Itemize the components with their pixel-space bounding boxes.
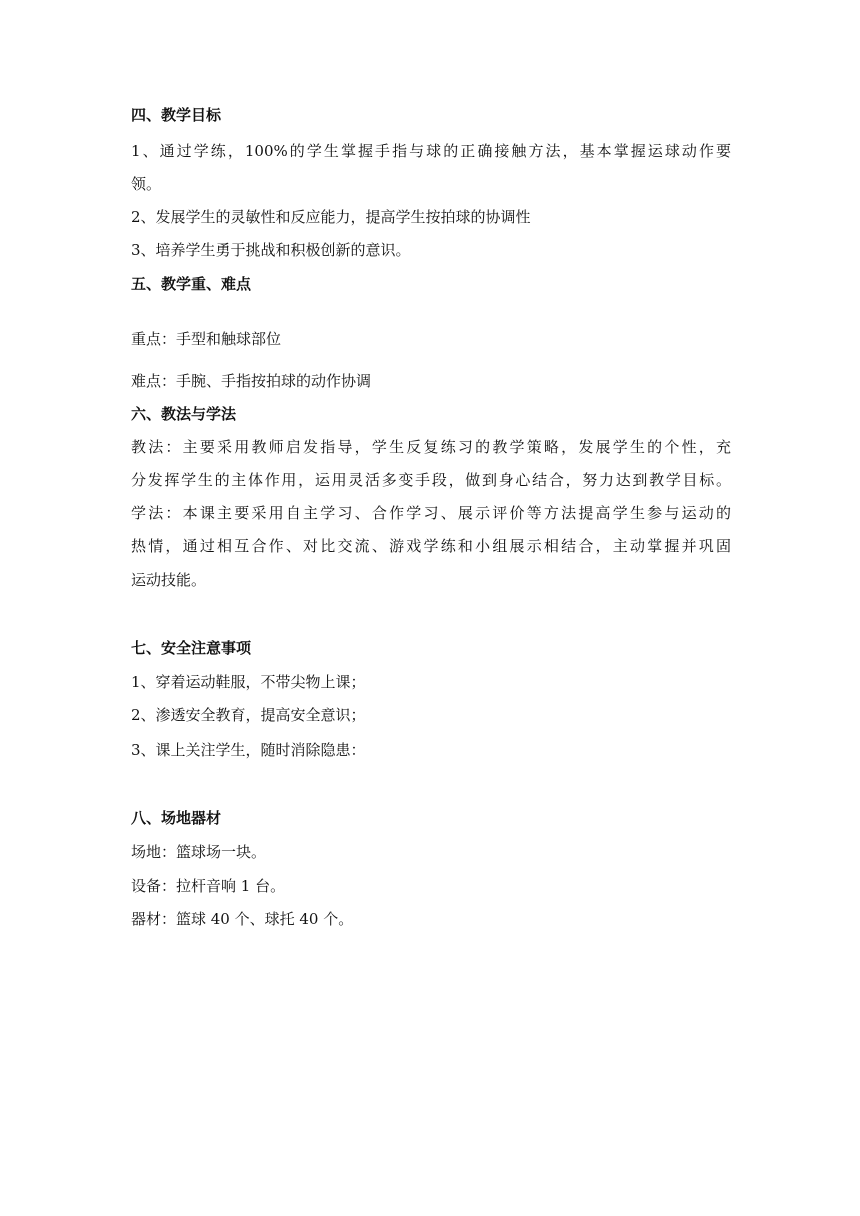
safety-3: 3、课上关注学生，随时消除隐患： [131, 741, 366, 759]
section-6-heading: 六、教法与学法 [131, 405, 237, 423]
learning-method-line-2: 热情，通过相互合作、对比交流、游戏学练和小组展示相结合，主动掌握并巩固 [131, 537, 731, 555]
goal-1-line-1: 1、通过学练，100%的学生掌握手指与球的正确接触方法，基本掌握运球动作要 [131, 142, 731, 160]
equipment: 器材：篮球 40 个、球托 40 个。 [131, 910, 354, 928]
section-5-heading: 五、教学重、难点 [131, 275, 252, 293]
key-point: 重点：手型和触球部位 [131, 330, 282, 348]
section-4-heading: 四、教学目标 [131, 106, 222, 124]
teaching-method-line-2: 分发挥学生的主体作用，运用灵活多变手段，做到身心结合，努力达到教学目标。 [131, 471, 731, 489]
venue: 场地：篮球场一块。 [131, 843, 267, 861]
section-8-heading: 八、场地器材 [131, 809, 222, 827]
section-7-heading: 七、安全注意事项 [131, 639, 252, 657]
difficult-point: 难点：手腕、手指按拍球的动作协调 [131, 372, 372, 390]
goal-3: 3、培养学生勇于挑战和积极创新的意识。 [131, 241, 411, 259]
safety-1: 1、穿着运动鞋服，不带尖物上课； [131, 673, 366, 691]
device: 设备：拉杆音响 1 台。 [131, 877, 286, 895]
goal-1-line-2: 领。 [131, 175, 162, 193]
teaching-method-line-1: 教法：主要采用教师启发指导，学生反复练习的教学策略，发展学生的个性，充 [131, 438, 731, 456]
goal-2: 2、发展学生的灵敏性和反应能力，提高学生按拍球的协调性 [131, 208, 531, 226]
learning-method-line-3: 运动技能。 [131, 571, 207, 589]
learning-method-line-1: 学法：本课主要采用自主学习、合作学习、展示评价等方法提高学生参与运动的 [131, 504, 731, 522]
safety-2: 2、渗透安全教育，提高安全意识； [131, 706, 366, 724]
